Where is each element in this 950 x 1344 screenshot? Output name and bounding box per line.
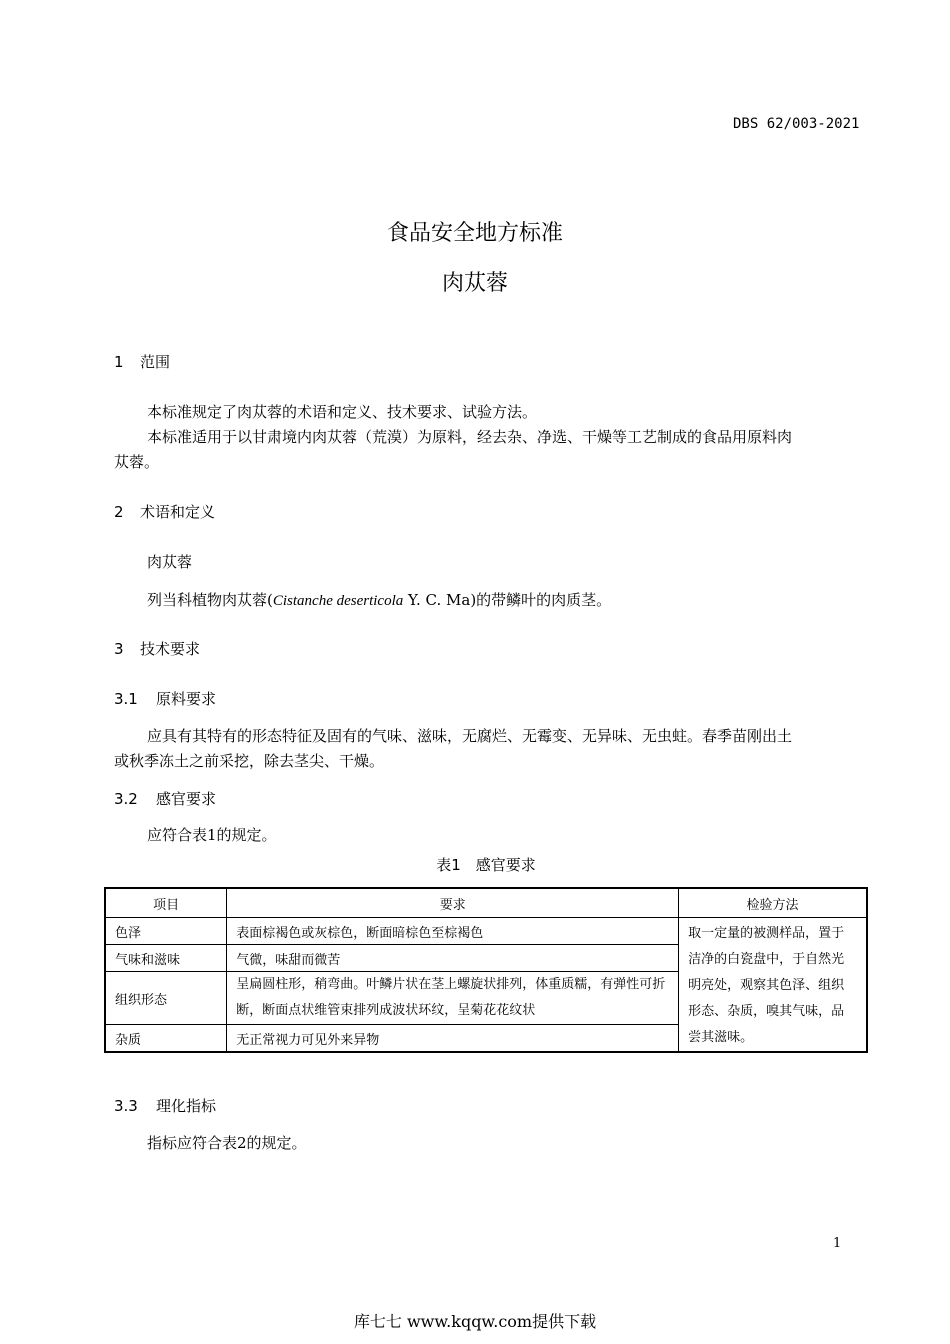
item-cell: 气味和滋味	[105, 945, 227, 972]
table-row	[105, 918, 867, 945]
document-title: 食品安全地方标准	[386, 221, 563, 246]
subsection-3-2-heading	[114, 788, 216, 809]
section-number: 3.2	[114, 790, 138, 808]
requirement-cell: 呈扁圆柱形，稍弯曲。叶鳞片状在茎上螺旋状排列，体重质糯，有弹性可折断，断面点状维管束排列成波状环纹，呈菊花花纹状	[227, 972, 679, 1025]
footer-watermark: 库七七 www.kqqw.com提供下载	[353, 1312, 597, 1331]
section-2-heading	[114, 501, 215, 522]
requirement-cell: 表面棕褐色或灰棕色，断面暗棕色至棕褐色	[227, 918, 679, 945]
section-1-heading	[114, 351, 170, 372]
paragraph: 应具有其特有的形态特征及固有的气味、滋味，无腐烂、无霉变、无异味、无虫蛀。春季苗刚出土	[147, 727, 793, 745]
definition-text: 列当科植物肉苁蓉(	[147, 591, 273, 609]
column-header: 要求	[227, 888, 679, 918]
latin-name: Cistanche deserticola	[272, 593, 404, 609]
page-number: 1	[833, 1236, 842, 1251]
column-header: 项目	[105, 888, 227, 918]
definition-text: Y. C. Ma)的带鳞叶的肉质茎。	[403, 591, 612, 609]
paragraph: 指标应符合表2的规定。	[147, 1134, 307, 1152]
paragraph: 本标准适用于以甘肃境内肉苁蓉（荒漠）为原料，经去杂、净选、干燥等工艺制成的食品用原料肉	[147, 428, 793, 446]
paragraph: 应符合表1的规定。	[147, 826, 277, 844]
requirement-cell: 无正常视力可见外来异物	[227, 1025, 679, 1053]
section-3-heading	[114, 638, 200, 659]
section-title: 感官要求	[156, 790, 217, 808]
requirement-cell: 气微，味甜而微苦	[227, 945, 679, 972]
section-title: 范围	[140, 353, 171, 371]
section-number: 2	[114, 503, 124, 521]
term-definition	[147, 589, 611, 610]
paragraph-continuation: 或秋季冻土之前采挖，除去茎尖、干燥。	[114, 752, 385, 770]
section-number: 3.3	[114, 1097, 138, 1115]
column-header: 检验方法	[679, 888, 867, 918]
sensory-requirements-table	[104, 887, 868, 1053]
section-number: 3	[114, 640, 124, 658]
item-cell: 杂质	[105, 1025, 227, 1053]
method-cell: 取一定量的被测样品，置于洁净的白瓷盘中，于自然光明亮处，观察其色泽、组织形态、杂质，嗅其气味，品尝其滋味。	[679, 918, 867, 1053]
section-title: 原料要求	[156, 690, 217, 708]
section-title: 术语和定义	[140, 503, 216, 521]
section-title: 理化指标	[156, 1097, 217, 1115]
table-header-row	[105, 888, 867, 918]
section-title: 技术要求	[140, 640, 201, 658]
section-number: 3.1	[114, 690, 138, 708]
table-caption: 表1 感官要求	[436, 856, 536, 874]
item-cell: 组织形态	[105, 972, 227, 1025]
document-subtitle: 肉苁蓉	[441, 271, 508, 296]
paragraph: 本标准规定了肉苁蓉的术语和定义、技术要求、试验方法。	[147, 403, 538, 421]
document-code: DBS 62/003-2021	[733, 116, 860, 132]
item-cell: 色泽	[105, 918, 227, 945]
subsection-3-3-heading	[114, 1095, 216, 1116]
section-number: 1	[114, 353, 124, 371]
subsection-3-1-heading	[114, 688, 216, 709]
paragraph-continuation: 苁蓉。	[114, 453, 160, 471]
term-heading: 肉苁蓉	[147, 553, 193, 571]
